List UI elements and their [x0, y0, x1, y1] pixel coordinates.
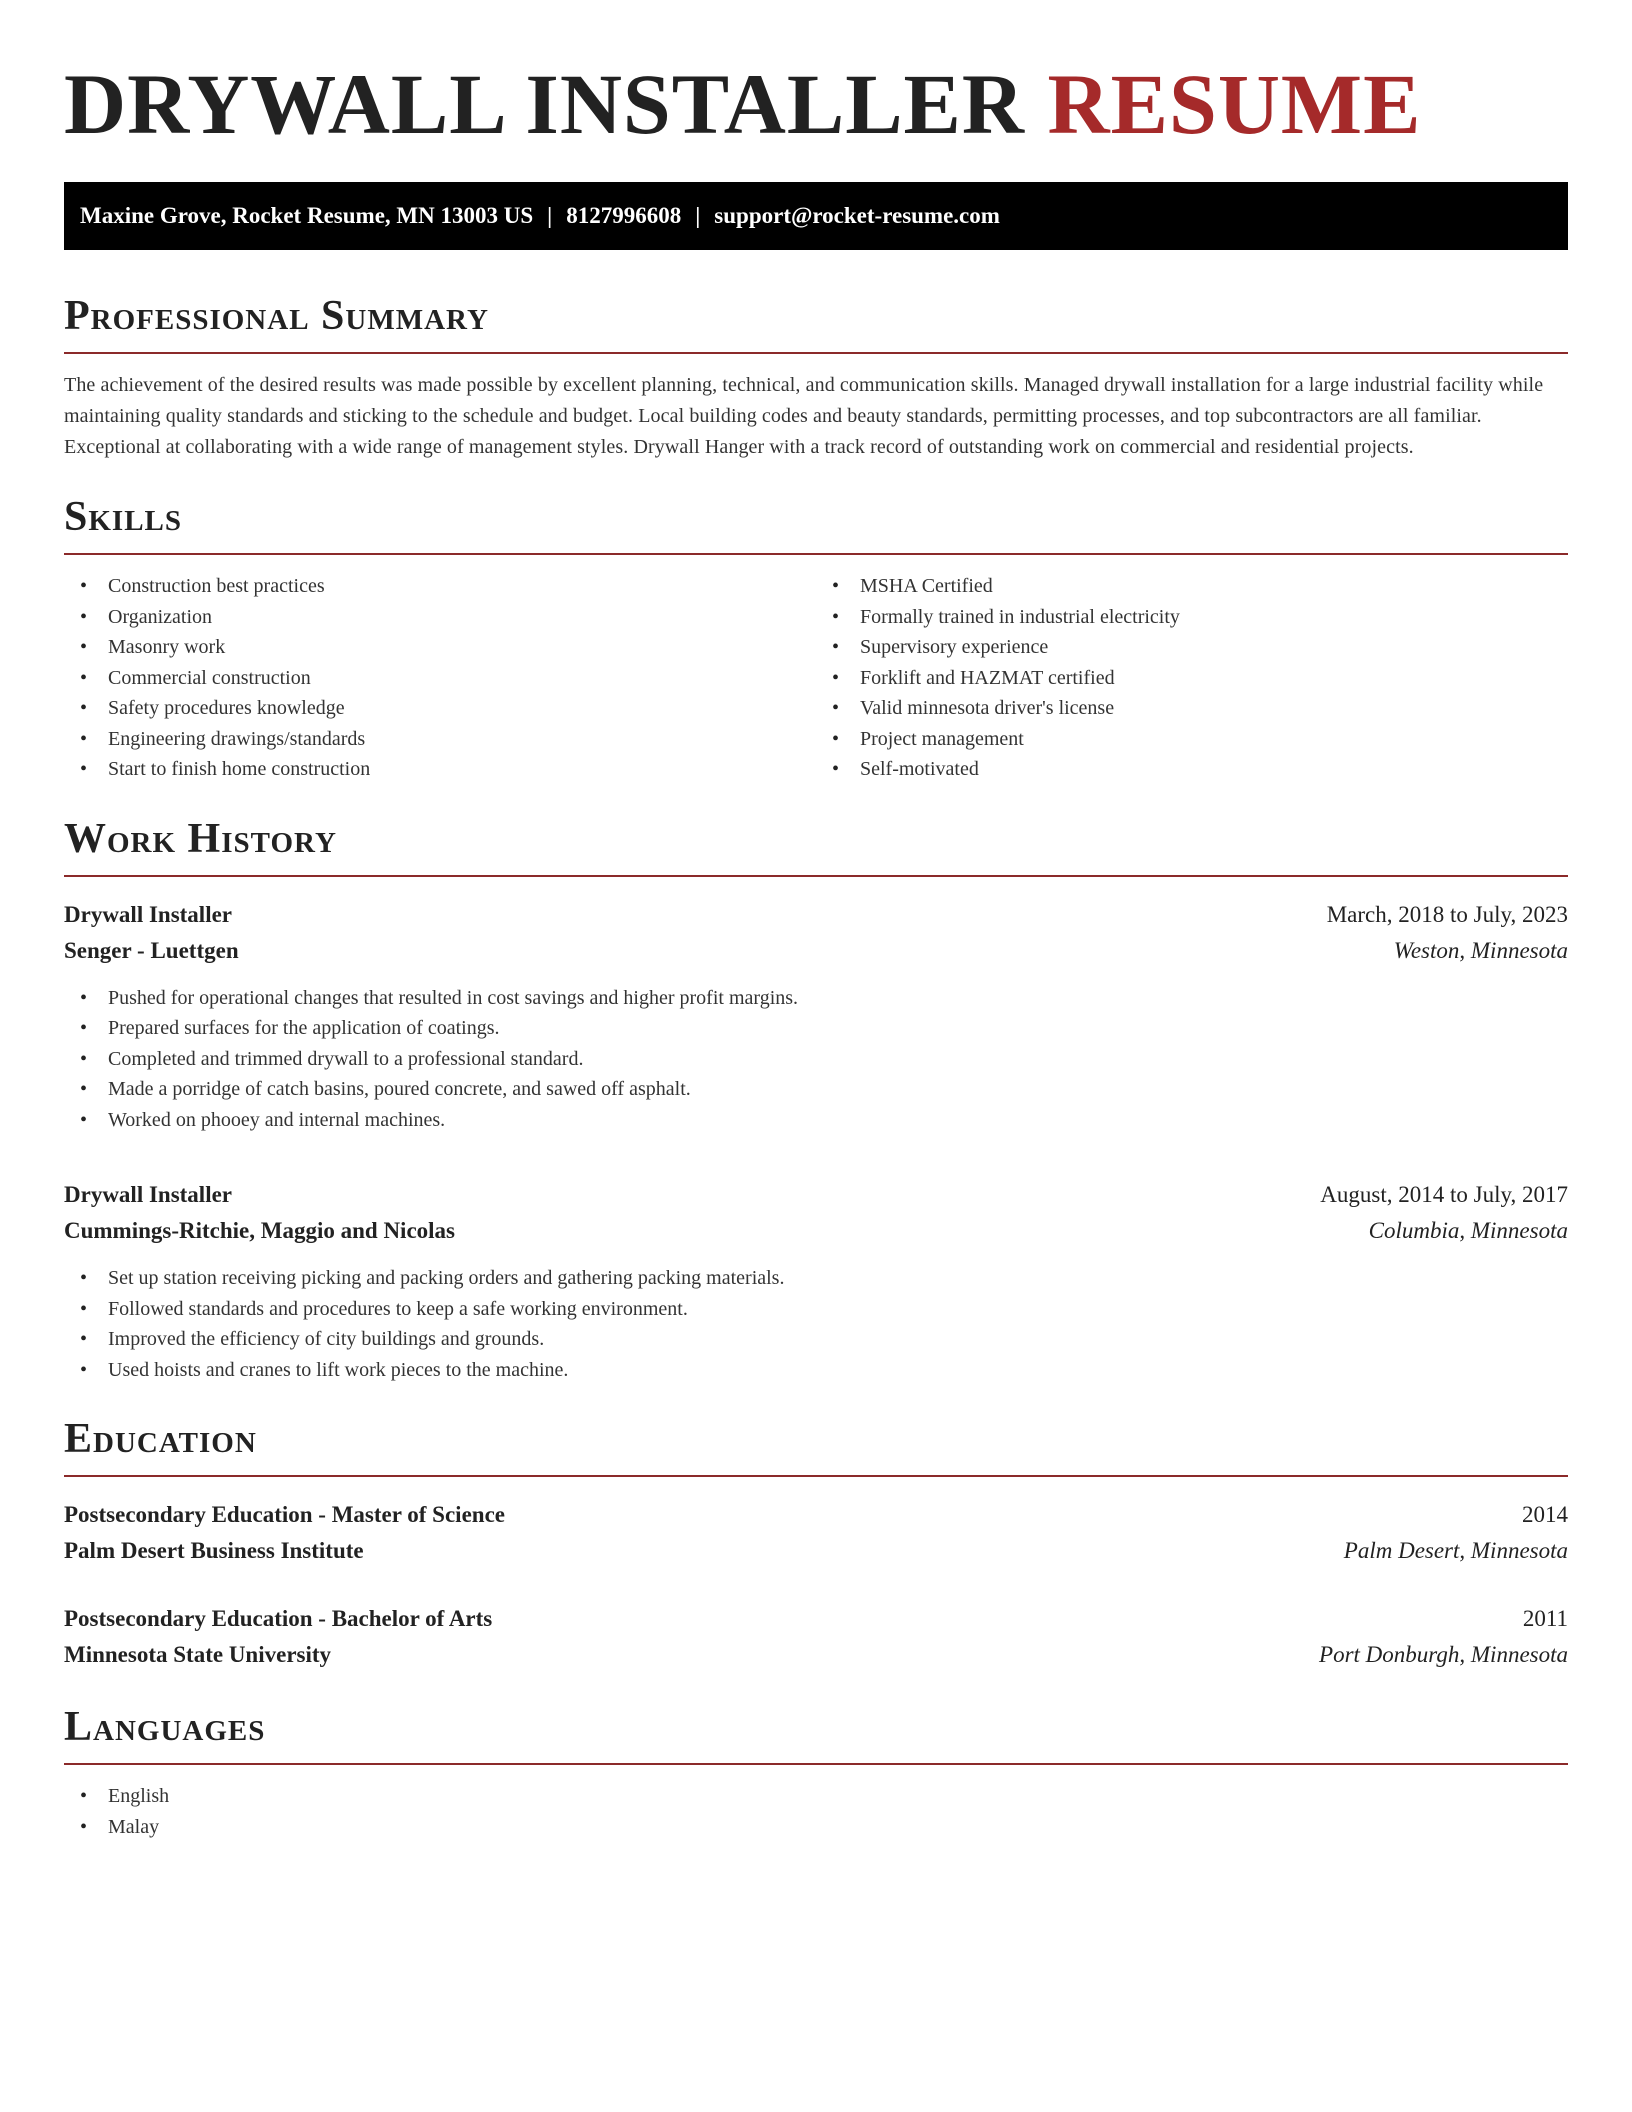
job-dates: March, 2018 to July, 2023 — [1326, 901, 1568, 927]
job-title: Drywall Installer — [64, 901, 233, 927]
skills-section — [64, 491, 1568, 785]
contact-separator: | — [547, 203, 553, 228]
title-main: DRYWALL INSTALLER — [64, 56, 1026, 152]
job-bullet: • Worked on phooey and internal machines. — [64, 1105, 1568, 1136]
education-school-row — [64, 1533, 1568, 1569]
job-header-row — [64, 897, 1568, 933]
education-header-row — [64, 1497, 1568, 1533]
job-bullets — [64, 983, 1568, 1136]
resume-title — [64, 50, 1568, 158]
skill-item: • Project management — [816, 724, 1568, 755]
job-bullet: • Followed standards and procedures to keep a safe working environment. — [64, 1294, 1568, 1325]
summary-section — [64, 290, 1568, 463]
skill-item: • Engineering drawings/standards — [64, 724, 816, 755]
education-entry — [64, 1497, 1568, 1569]
work-heading: Work History — [64, 813, 1568, 877]
contact-email: support@rocket-resume.com — [714, 203, 1000, 228]
education-heading: Education — [64, 1413, 1568, 1477]
skill-item: • Construction best practices — [64, 571, 816, 602]
languages-list — [64, 1781, 1568, 1842]
summary-text: The achievement of the desired results was made possible by excellent planning, technical, and communication skills. Managed drywall installation for a large industrial facility while maintaining quality standards and sticking to the schedule and budget. Local building codes and beauty standards, permitting processes, and top subcontractors are all familiar. Exceptional at collaborating with a wide range of management styles. Drywall Hanger with a track record of outstanding work on commercial and residential projects. — [64, 374, 1544, 458]
contact-address: Maxine Grove, Rocket Resume, MN 13003 US — [80, 203, 534, 228]
language-item: • Malay — [64, 1812, 1568, 1843]
education-degree: Postsecondary Education - Master of Science — [64, 1502, 505, 1527]
education-school: Palm Desert Business Institute — [64, 1538, 364, 1563]
language-item: • English — [64, 1781, 1568, 1812]
education-school: Minnesota State University — [64, 1642, 332, 1667]
skill-item: • Commercial construction — [64, 663, 816, 694]
job-entry — [64, 1177, 1568, 1385]
job-company-row — [64, 933, 1568, 969]
skill-item: • Supervisory experience — [816, 632, 1568, 663]
education-degree: Postsecondary Education - Bachelor of Arts — [64, 1606, 493, 1631]
job-location: Columbia, Minnesota — [1368, 1218, 1568, 1243]
job-bullet: • Pushed for operational changes that resulted in cost savings and higher profit margins. — [64, 983, 1568, 1014]
education-location: Palm Desert, Minnesota — [1343, 1538, 1568, 1563]
job-company: Senger - Luettgen — [64, 937, 239, 963]
education-section — [64, 1413, 1568, 1673]
education-entry — [64, 1601, 1568, 1673]
job-company: Cummings-Ritchie, Maggio and Nicolas — [64, 1218, 455, 1243]
job-bullet: • Made a porridge of catch basins, poured concrete, and sawed off asphalt. — [64, 1074, 1568, 1105]
summary-heading: Professional Summary — [64, 290, 1568, 354]
education-year: 2011 — [1522, 1606, 1568, 1631]
education-year: 2014 — [1522, 1502, 1568, 1527]
languages-section — [64, 1701, 1568, 1842]
job-title: Drywall Installer — [64, 1182, 233, 1207]
job-bullet: • Used hoists and cranes to lift work pieces to the machine. — [64, 1355, 1568, 1386]
skill-item: • Start to finish home construction — [64, 754, 816, 785]
education-school-row — [64, 1637, 1568, 1673]
skill-item: • Organization — [64, 602, 816, 633]
contact-phone: 8127996608 — [566, 203, 682, 228]
skills-list-left — [64, 571, 816, 785]
job-bullet: • Set up station receiving picking and packing orders and gathering packing materials. — [64, 1263, 1568, 1294]
skill-item: • Safety procedures knowledge — [64, 693, 816, 724]
skill-item: • Forklift and HAZMAT certified — [816, 663, 1568, 694]
contact-bar — [64, 182, 1568, 250]
job-location: Weston, Minnesota — [1393, 937, 1568, 963]
skill-item: • Masonry work — [64, 632, 816, 663]
education-location: Port Donburgh, Minnesota — [1319, 1642, 1568, 1667]
skills-heading: Skills — [64, 491, 1568, 555]
work-section — [64, 813, 1568, 1386]
skill-item: • Self-motivated — [816, 754, 1568, 785]
job-bullet: • Prepared surfaces for the application of coatings. — [64, 1013, 1568, 1044]
job-entry — [64, 897, 1568, 1136]
title-accent: RESUME — [1047, 56, 1422, 152]
contact-separator: | — [695, 203, 701, 228]
skills-grid — [64, 571, 1568, 785]
job-header-row — [64, 1177, 1568, 1213]
skills-list-right — [816, 571, 1568, 785]
languages-heading: Languages — [64, 1701, 1568, 1765]
job-bullet: • Completed and trimmed drywall to a professional standard. — [64, 1044, 1568, 1075]
job-bullet: • Improved the efficiency of city buildings and grounds. — [64, 1324, 1568, 1355]
job-dates: August, 2014 to July, 2017 — [1320, 1182, 1568, 1207]
job-company-row — [64, 1213, 1568, 1249]
skill-item: • Formally trained in industrial electricity — [816, 602, 1568, 633]
skill-item: • Valid minnesota driver's license — [816, 693, 1568, 724]
job-bullets — [64, 1263, 1568, 1385]
skill-item: • MSHA Certified — [816, 571, 1568, 602]
education-header-row — [64, 1601, 1568, 1637]
